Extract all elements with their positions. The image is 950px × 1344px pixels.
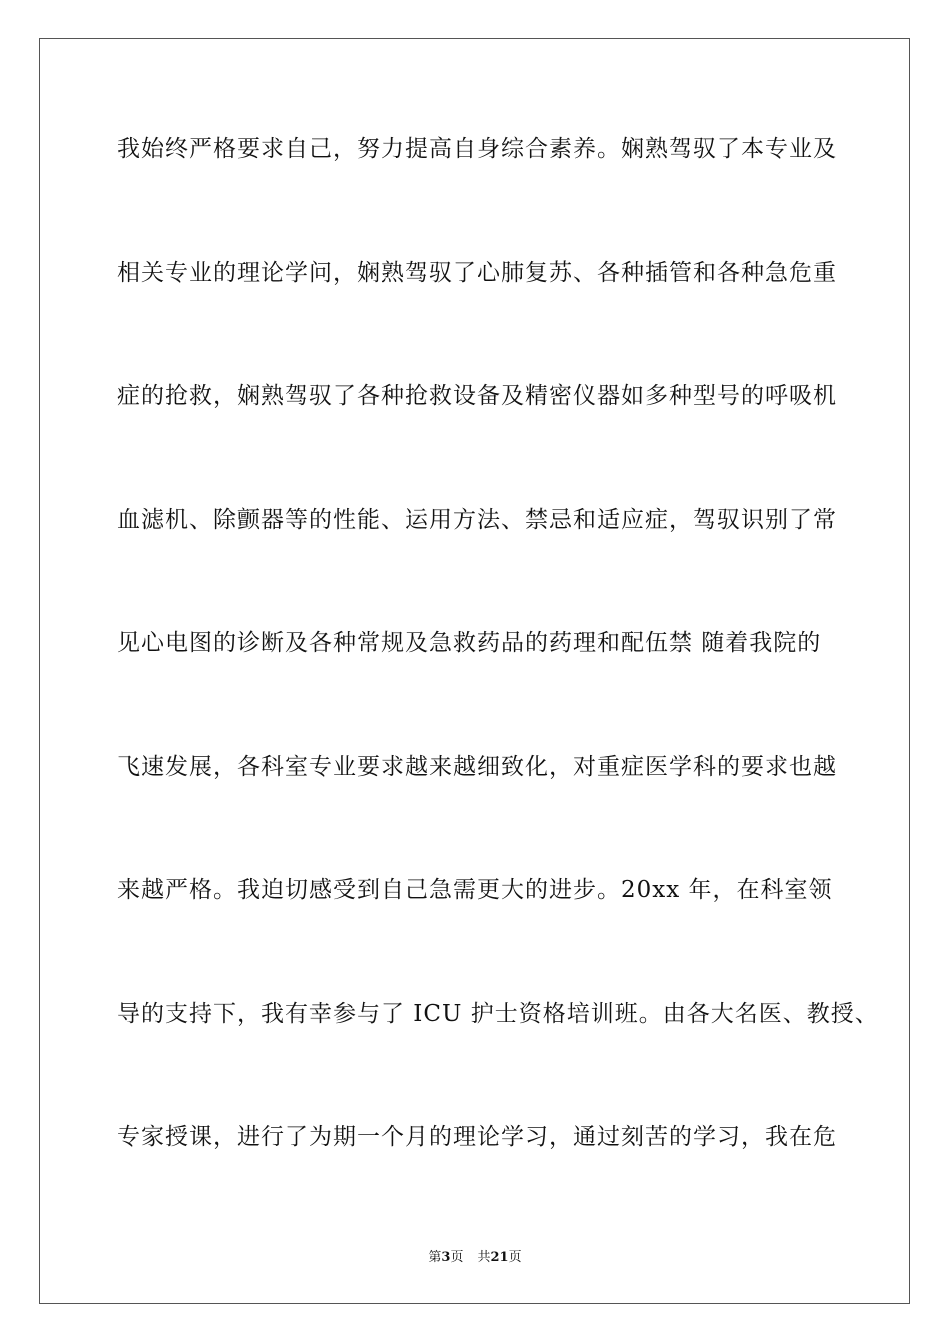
page-footer (0, 1246, 950, 1265)
text-line: 相关专业的理论学问，娴熟驾驭了心肺复苏、各种插管和各种急危重 (117, 259, 837, 286)
page-suffix: 页 (450, 1250, 464, 1265)
text-line: 导的支持下，我有幸参与了 ICU 护士资格培训班。由各大名医、教授、 (117, 1000, 879, 1027)
text-line: 症的抢救，娴熟驾驭了各种抢救设备及精密仪器如多种型号的呼吸机 (117, 383, 837, 409)
text-line: 血滤机、除颤器等的性能、运用方法、禁忌和适应症，驾驭识别了常 (117, 506, 837, 533)
text-line: 飞速发展，各科室专业要求越来越细致化，对重症医学科的要求也越 (117, 753, 837, 780)
page-number: 3 (441, 1250, 451, 1265)
text-line: 我始终严格要求自己，努力提高自身综合素养。娴熟驾驭了本专业及 (117, 136, 837, 162)
text-line: 见心电图的诊断及各种常规及急救药品的药理和配伍禁 随着我院的 (117, 630, 822, 656)
page-prefix: 第 (428, 1250, 442, 1265)
total-suffix: 页 (508, 1250, 522, 1265)
text-line: 专家授课，进行了为期一个月的理论学习，通过刻苦的学习，我在危 (117, 1124, 837, 1150)
text-line: 来越严格。我迫切感受到自己急需更大的进步。20xx 年，在科室领 (117, 877, 833, 903)
total-pages: 21 (490, 1250, 509, 1265)
document-body (117, 126, 879, 1238)
total-prefix: 共 (477, 1250, 491, 1265)
